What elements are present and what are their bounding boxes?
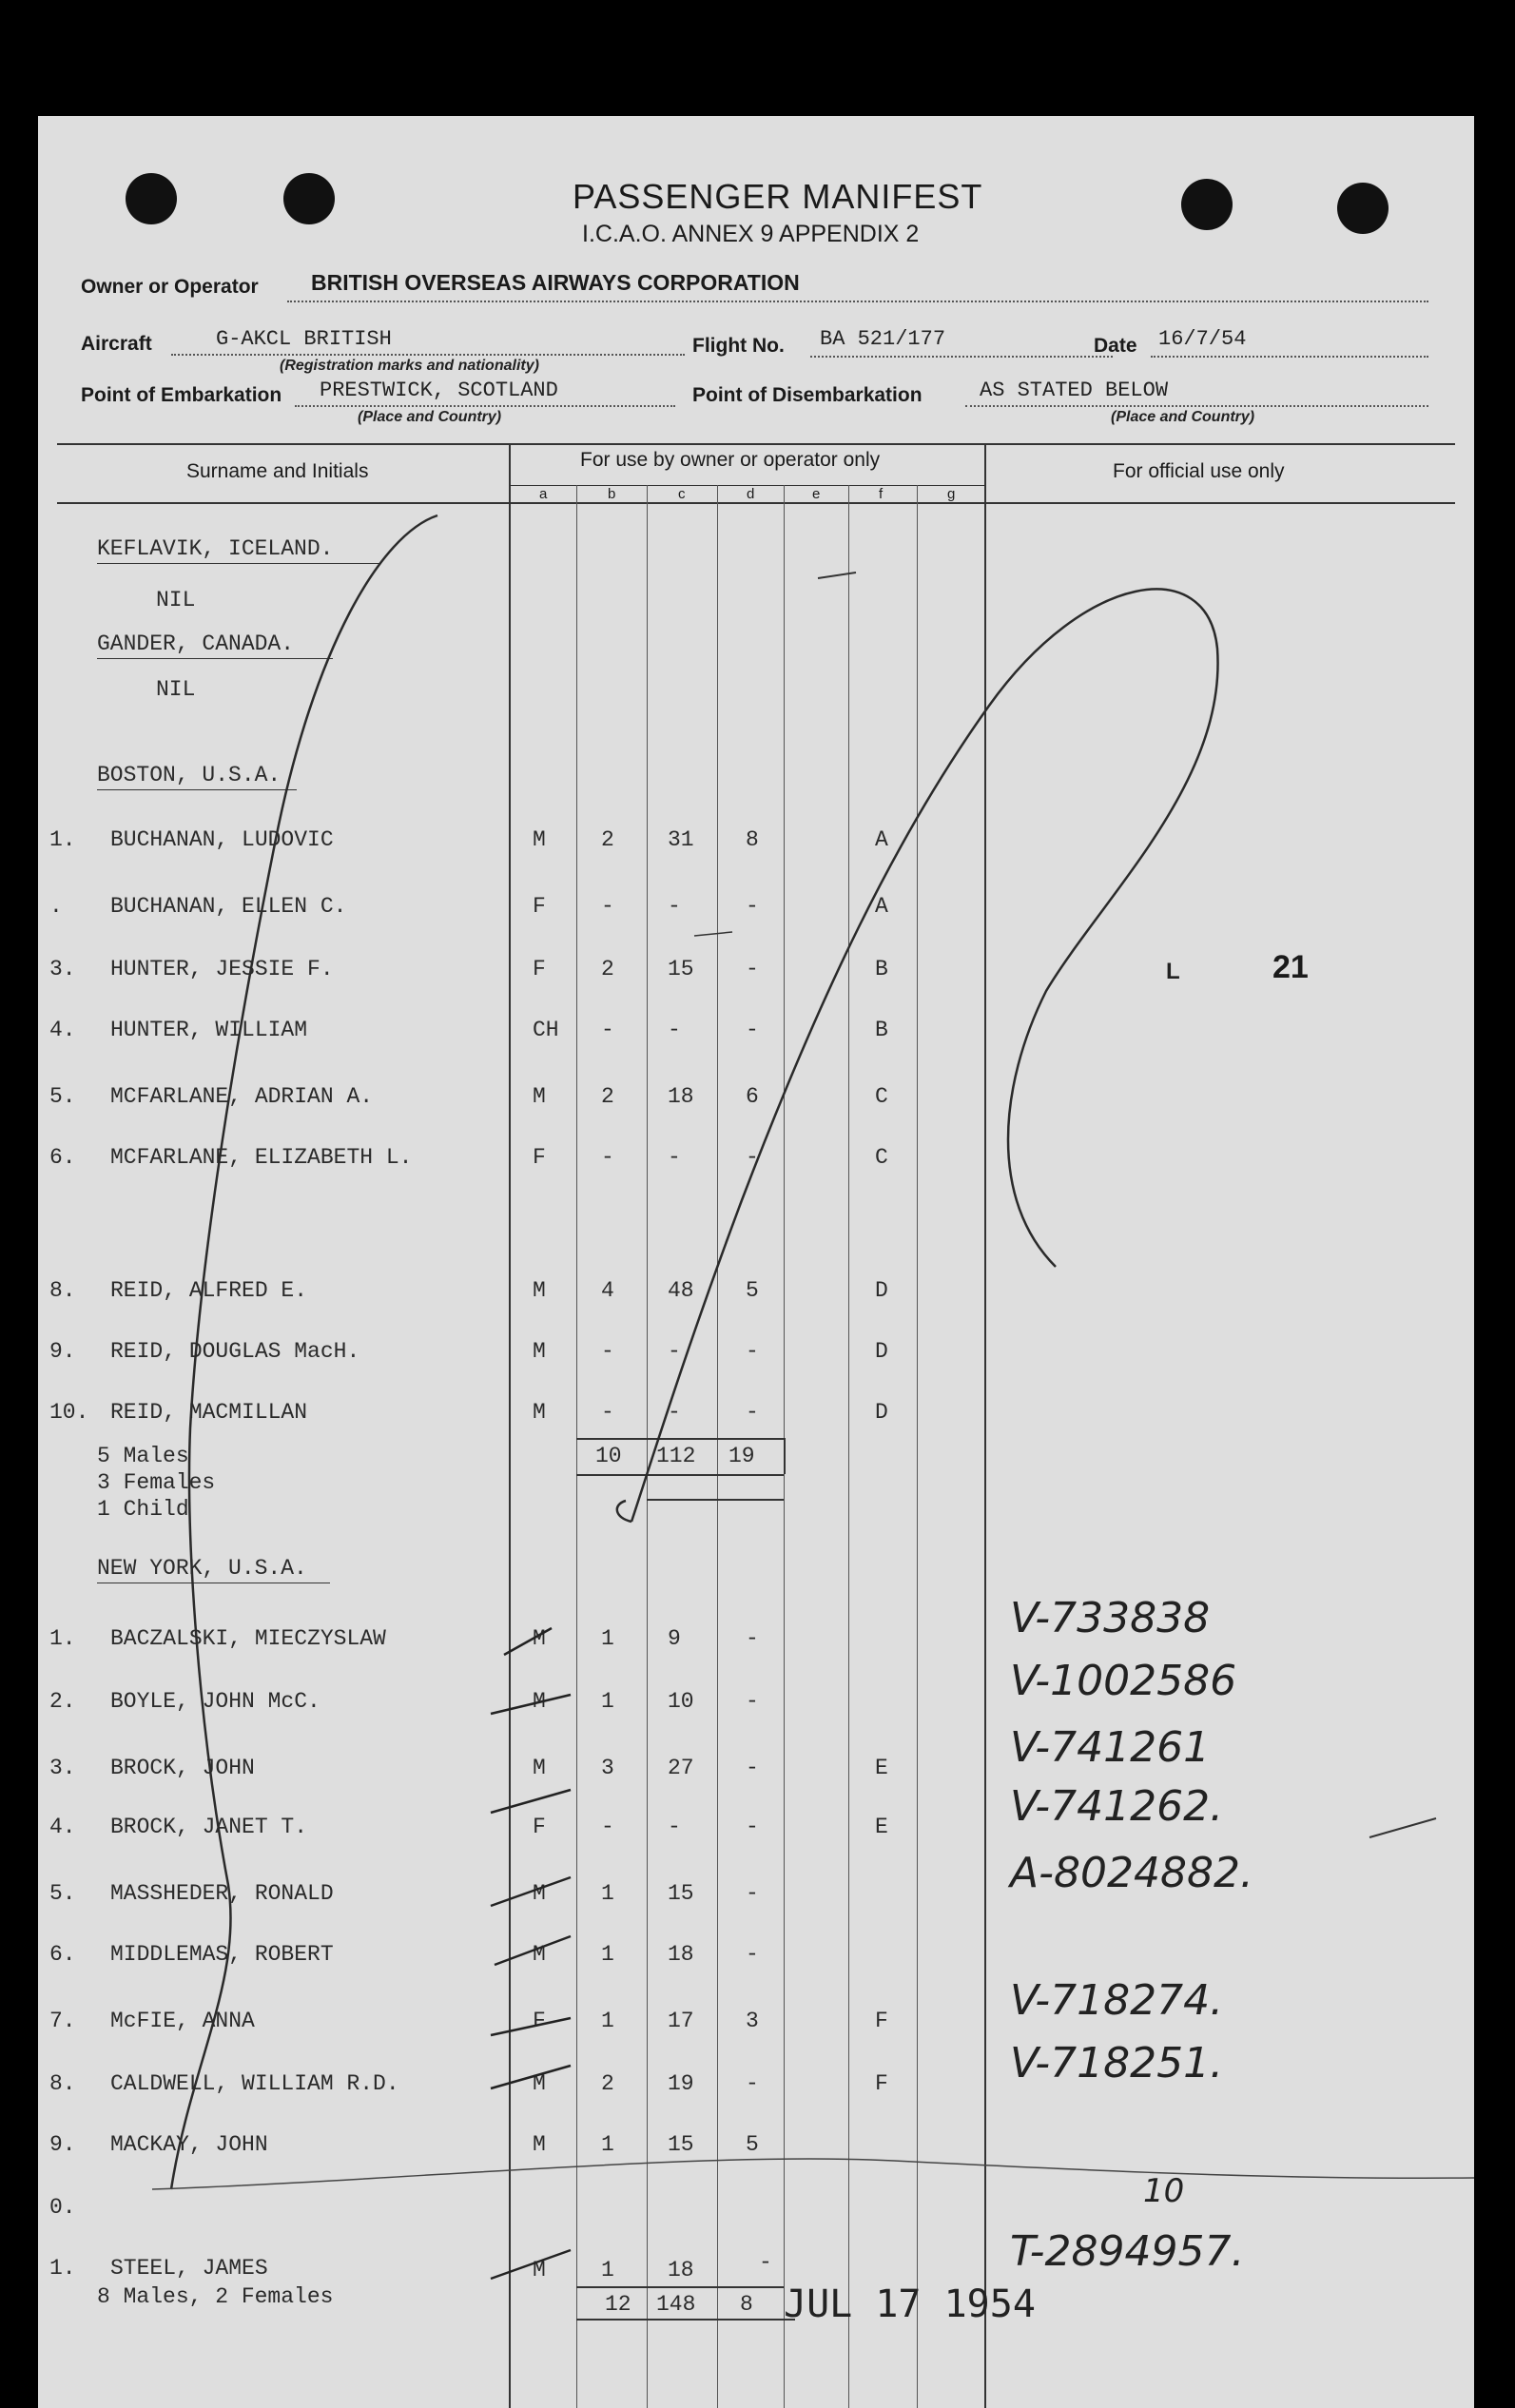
row-cell-name: MACKAY, JOHN xyxy=(110,2132,268,2157)
row-cell-num: 2. xyxy=(49,1689,76,1714)
row-cell-name: McFIE, ANNA xyxy=(110,2009,255,2033)
row-cell-name: HUNTER, WILLIAM xyxy=(110,1018,308,1042)
row-cell-c: 19 xyxy=(668,2071,694,2096)
aircraft-note: (Registration marks and nationality) xyxy=(280,358,539,374)
row-cell-b: 1 xyxy=(601,1881,614,1906)
flight-value: BA 521/177 xyxy=(820,327,946,351)
t-superscript: 10 xyxy=(1143,2172,1185,2210)
boston-summary-child: 1 Child xyxy=(97,1497,189,1522)
row-cell-b: 2 xyxy=(601,1084,614,1109)
row-cell-f: E xyxy=(875,1756,888,1780)
gander-nil: NIL xyxy=(156,677,196,702)
date-label: Date xyxy=(1094,335,1137,357)
document-title: PASSENGER MANIFEST xyxy=(573,177,983,216)
row-cell-b: 3 xyxy=(601,1756,614,1780)
row-cell-c: 17 xyxy=(668,2009,694,2033)
section-gander: GANDER, CANADA. xyxy=(97,631,295,656)
surname-column-header: Surname and Initials xyxy=(186,460,369,482)
section-keflavik: KEFLAVIK, ICELAND. xyxy=(97,536,334,561)
row-cell-num: 6. xyxy=(49,1145,76,1170)
row-cell-a: M xyxy=(533,1278,546,1303)
boston-summary-females: 3 Females xyxy=(97,1470,216,1495)
row-cell-a: CH xyxy=(533,1018,559,1042)
row-cell-name: MCFARLANE, ADRIAN A. xyxy=(110,1084,374,1109)
row-cell-d: - xyxy=(746,1689,759,1714)
row-cell-d: 6 xyxy=(746,1084,759,1109)
row-cell-num: 6. xyxy=(49,1942,76,1967)
owner-use-column-header: For use by owner or operator only xyxy=(580,449,881,471)
aircraft-value: G-AKCL BRITISH xyxy=(216,327,392,351)
check-4 xyxy=(491,1877,571,1906)
row-cell-f: F xyxy=(875,2009,888,2033)
row-cell-a: F xyxy=(533,894,546,919)
disembark-value: AS STATED BELOW xyxy=(980,379,1169,402)
subcol-c: c xyxy=(678,486,686,502)
check-7 xyxy=(491,2066,571,2088)
row-cell-name: BROCK, JOHN xyxy=(110,1756,255,1780)
row-cell-name: BACZALSKI, MIECZYSLAW xyxy=(110,1626,386,1651)
aircraft-label: Aircraft xyxy=(81,333,152,355)
row-cell-f: C xyxy=(875,1084,888,1109)
row-cell-a: M xyxy=(533,1339,546,1364)
boston-total-d: 19 xyxy=(728,1444,755,1468)
row-cell-d: - xyxy=(746,1815,759,1839)
subcol-e: e xyxy=(812,486,821,502)
last-row-c: 18 xyxy=(668,2258,694,2282)
row-cell-c: 9 xyxy=(668,1626,681,1651)
row-cell-name: BUCHANAN, ELLEN C. xyxy=(110,894,347,919)
row-cell-f: E xyxy=(875,1815,888,1839)
row-cell-num: 4. xyxy=(49,1018,76,1042)
page-number: 21 xyxy=(1272,949,1309,985)
row-cell-num: 7. xyxy=(49,2009,76,2033)
boston-total-c: 112 xyxy=(656,1444,696,1468)
handwritten-strokes xyxy=(38,116,1474,2408)
boston-total-b: 10 xyxy=(595,1444,622,1468)
row-cell-d: - xyxy=(746,1018,759,1042)
embark-label: Point of Embarkation xyxy=(81,384,282,406)
row-cell-name: MCFARLANE, ELIZABETH L. xyxy=(110,1145,413,1170)
row-cell-d: - xyxy=(746,957,759,981)
newyork-total-d: 8 xyxy=(740,2292,753,2317)
row-cell-name: HUNTER, JESSIE F. xyxy=(110,957,334,981)
row-cell-d: - xyxy=(746,1626,759,1651)
row-cell-d: - xyxy=(746,1400,759,1425)
newyork-summary-counts: 8 Males, 2 Females xyxy=(97,2284,334,2309)
row-cell-num: 5. xyxy=(49,1881,76,1906)
row-cell-num: 1. xyxy=(49,1626,76,1651)
row-cell-d: - xyxy=(746,1881,759,1906)
row-cell-name: BROCK, JANET T. xyxy=(110,1815,308,1839)
row-cell-c: 18 xyxy=(668,1942,694,1967)
row-cell-f: D xyxy=(875,1339,888,1364)
last-row-official: T-2894957. xyxy=(1010,2227,1245,2276)
manifest-page xyxy=(38,116,1474,2408)
subcol-f: f xyxy=(879,486,884,502)
owner-value: BRITISH OVERSEAS AIRWAYS CORPORATION xyxy=(311,270,800,295)
embark-note: (Place and Country) xyxy=(358,409,502,425)
row-cell-d: - xyxy=(746,1339,759,1364)
row-cell-name: REID, DOUGLAS MacH. xyxy=(110,1339,360,1364)
subcol-g: g xyxy=(947,486,956,502)
row-cell-c: 10 xyxy=(668,1689,694,1714)
row-cell-num: 9. xyxy=(49,1339,76,1364)
subcol-d: d xyxy=(747,486,755,502)
row-cell-b: - xyxy=(601,1018,614,1042)
official-number: V-1002586 xyxy=(1010,1657,1237,1705)
row-cell-a: F xyxy=(533,2009,546,2033)
row-cell-d: - xyxy=(746,894,759,919)
pen-stroke-left-curve xyxy=(171,515,437,2189)
check-6 xyxy=(491,2018,571,2035)
pen-stroke-dash-top xyxy=(818,573,856,578)
row-cell-f: F xyxy=(875,2071,888,2096)
disembark-label: Point of Disembarkation xyxy=(692,384,923,406)
row-cell-name: REID, ALFRED E. xyxy=(110,1278,308,1303)
row-cell-a: M xyxy=(533,1400,546,1425)
row-cell-b: - xyxy=(601,1815,614,1839)
last-row-b: 1 xyxy=(601,2258,614,2282)
row-cell-d: 8 xyxy=(746,827,759,852)
check-3 xyxy=(491,1790,571,1813)
row-cell-a: F xyxy=(533,1815,546,1839)
row-cell-c: - xyxy=(668,1018,681,1042)
row-cell-b: - xyxy=(601,1400,614,1425)
row-cell-d: - xyxy=(746,1942,759,1967)
row-cell-f: C xyxy=(875,1145,888,1170)
check-marks xyxy=(491,1628,571,2279)
official-number: V-741262. xyxy=(1010,1782,1224,1831)
row-cell-f: B xyxy=(875,1018,888,1042)
row-cell-b: - xyxy=(601,894,614,919)
row-cell-num: 1. xyxy=(49,827,76,852)
row-cell-c: 15 xyxy=(668,957,694,981)
row-cell-c: 15 xyxy=(668,1881,694,1906)
row-cell-b: 1 xyxy=(601,2009,614,2033)
last-row-d: - xyxy=(759,2250,772,2275)
row-cell-a: F xyxy=(533,1145,546,1170)
row-cell-num: 8. xyxy=(49,1278,76,1303)
official-use-column-header: For official use only xyxy=(1113,460,1285,482)
pen-stroke-loop-tail xyxy=(617,1501,631,1522)
newyork-total-c: 148 xyxy=(656,2292,696,2317)
row-cell-num: 3. xyxy=(49,957,76,981)
row-cell-num: 8. xyxy=(49,2071,76,2096)
row-cell-b: 2 xyxy=(601,2071,614,2096)
official-number: V-718274. xyxy=(1010,1976,1224,2025)
row-cell-a: M xyxy=(533,1756,546,1780)
row-cell-d: 5 xyxy=(746,1278,759,1303)
row-cell-b: 4 xyxy=(601,1278,614,1303)
pen-stroke-bottom-sweep xyxy=(152,2159,1474,2189)
row-cell-a: M xyxy=(533,1626,546,1651)
row-cell-b: 1 xyxy=(601,1942,614,1967)
boston-summary-males: 5 Males xyxy=(97,1444,189,1468)
row-cell-b: - xyxy=(601,1339,614,1364)
last-row-number: 1. xyxy=(49,2256,76,2281)
newyork-total-b: 12 xyxy=(605,2292,631,2317)
row-cell-f: B xyxy=(875,957,888,981)
row-cell-a: M xyxy=(533,1881,546,1906)
row-cell-c: 31 xyxy=(668,827,694,852)
official-number: V-733838 xyxy=(1010,1594,1211,1642)
row-cell-c: - xyxy=(668,1815,681,1839)
small-official-mark: L xyxy=(1166,959,1180,984)
row-cell-c: - xyxy=(668,894,681,919)
document-subtitle: I.C.A.O. ANNEX 9 APPENDIX 2 xyxy=(582,221,920,247)
check-5 xyxy=(495,1936,571,1965)
row-cell-c: 15 xyxy=(668,2132,694,2157)
row-cell-a: M xyxy=(533,1942,546,1967)
row-cell-name: MIDDLEMAS, ROBERT xyxy=(110,1942,334,1967)
row-cell-d: 5 xyxy=(746,2132,759,2157)
row-cell-num: 5. xyxy=(49,1084,76,1109)
owner-label: Owner or Operator xyxy=(81,276,259,298)
row-cell-b: 1 xyxy=(601,1689,614,1714)
official-number: V-741261 xyxy=(1010,1723,1211,1772)
keflavik-nil: NIL xyxy=(156,588,196,612)
flight-label: Flight No. xyxy=(692,335,785,357)
pen-stroke-loop xyxy=(631,590,1218,1523)
row-cell-b: 1 xyxy=(601,1626,614,1651)
row-cell-name: BOYLE, JOHN McC. xyxy=(110,1689,320,1714)
row-cell-f: D xyxy=(875,1278,888,1303)
pen-stroke-right-dash xyxy=(1369,1818,1436,1837)
pen-stroke-dash-mid xyxy=(694,932,732,936)
row-cell-a: M xyxy=(533,2071,546,2096)
row-cell-c: - xyxy=(668,1400,681,1425)
check-1 xyxy=(504,1628,552,1655)
row-cell-b: 1 xyxy=(601,2132,614,2157)
last-row-name: STEEL, JAMES xyxy=(110,2256,268,2281)
official-number: A-8024882. xyxy=(1010,1849,1253,1897)
subcol-b: b xyxy=(608,486,616,502)
row-cell-a: M xyxy=(533,1084,546,1109)
last-row-a: M xyxy=(533,2258,546,2282)
section-boston: BOSTON, U.S.A. xyxy=(97,763,282,787)
row-cell-b: - xyxy=(601,1145,614,1170)
row-cell-c: 48 xyxy=(668,1278,694,1303)
disembark-note: (Place and Country) xyxy=(1111,409,1255,425)
date-value: 16/7/54 xyxy=(1158,327,1247,351)
row-cell-b: 2 xyxy=(601,957,614,981)
subcol-a: a xyxy=(539,486,548,502)
row-cell-name: REID, MACMILLAN xyxy=(110,1400,308,1425)
row-cell-b: 2 xyxy=(601,827,614,852)
embark-value: PRESTWICK, SCOTLAND xyxy=(320,379,558,402)
row-cell-name: CALDWELL, WILLIAM R.D. xyxy=(110,2071,399,2096)
row-cell-c: - xyxy=(668,1145,681,1170)
row-cell-a: M xyxy=(533,827,546,852)
row-cell-d: 3 xyxy=(746,2009,759,2033)
row-cell-a: F xyxy=(533,957,546,981)
row-cell-num: 4. xyxy=(49,1815,76,1839)
row-cell-c: 27 xyxy=(668,1756,694,1780)
received-date-stamp: JUL 17 1954 xyxy=(784,2282,1036,2326)
section-newyork: NEW YORK, U.S.A. xyxy=(97,1556,307,1581)
row-cell-c: 18 xyxy=(668,1084,694,1109)
row-cell-name: BUCHANAN, LUDOVIC xyxy=(110,827,334,852)
row-cell-a: M xyxy=(533,2132,546,2157)
row-cell-num: 9. xyxy=(49,2132,76,2157)
row-cell-a: M xyxy=(533,1689,546,1714)
row-cell-f: A xyxy=(875,894,888,919)
row-ten-number: 0. xyxy=(49,2195,76,2220)
row-cell-f: D xyxy=(875,1400,888,1425)
row-cell-num: 10. xyxy=(49,1400,89,1425)
row-cell-num: 3. xyxy=(49,1756,76,1780)
row-cell-d: - xyxy=(746,2071,759,2096)
row-cell-c: - xyxy=(668,1339,681,1364)
official-number: V-718251. xyxy=(1010,2039,1224,2088)
row-cell-f: A xyxy=(875,827,888,852)
row-cell-name: MASSHEDER, RONALD xyxy=(110,1881,334,1906)
row-cell-d: - xyxy=(746,1145,759,1170)
row-cell-num: . xyxy=(49,894,63,919)
check-2 xyxy=(491,1695,571,1714)
check-8 xyxy=(491,2250,571,2279)
row-cell-d: - xyxy=(746,1756,759,1780)
